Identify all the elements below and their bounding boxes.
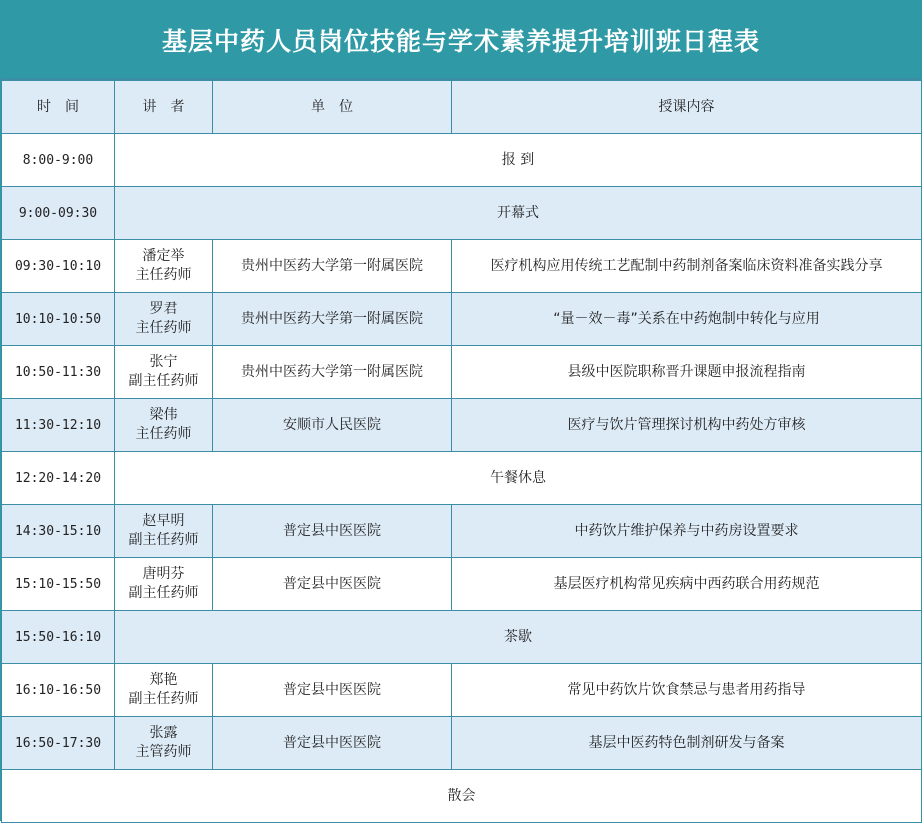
speaker-title: 副主任药师 — [128, 532, 199, 548]
session-speaker — [115, 240, 213, 293]
session-time: 14:30-15:10 — [2, 505, 115, 558]
session-content: 基层中医药特色制剂研发与备案 — [452, 717, 922, 770]
table-row — [2, 664, 922, 717]
header-row — [2, 81, 922, 134]
speaker-title: 主管药师 — [135, 744, 192, 760]
session-content: 县级中医院职称晋升课题申报流程指南 — [452, 346, 922, 399]
page-title: 基层中药人员岗位技能与学术素养提升培训班日程表 — [1, 1, 921, 80]
session-content: 中药饮片维护保养与中药房设置要求 — [452, 505, 922, 558]
session-time: 15:50-16:10 — [2, 611, 115, 664]
table-row — [2, 134, 922, 187]
session-event: 开幕式 — [115, 187, 922, 240]
speaker-name: 张宁 — [149, 354, 178, 370]
session-unit: 贵州中医药大学第一附属医院 — [213, 293, 452, 346]
speaker-name: 罗君 — [149, 301, 178, 317]
session-unit: 贵州中医药大学第一附属医院 — [213, 240, 452, 293]
session-speaker — [115, 558, 213, 611]
speaker-name: 郑艳 — [149, 672, 178, 688]
session-unit: 普定县中医医院 — [213, 558, 452, 611]
speaker-name: 潘定举 — [142, 248, 185, 264]
session-event: 午餐休息 — [115, 452, 922, 505]
session-time: 16:50-17:30 — [2, 717, 115, 770]
closing-row — [2, 770, 922, 823]
session-speaker — [115, 346, 213, 399]
session-unit: 普定县中医医院 — [213, 505, 452, 558]
session-unit: 普定县中医医院 — [213, 664, 452, 717]
speaker-title: 副主任药师 — [128, 691, 199, 707]
session-unit: 普定县中医医院 — [213, 717, 452, 770]
table-row — [2, 505, 922, 558]
speaker-title: 主任药师 — [135, 320, 192, 336]
session-speaker — [115, 293, 213, 346]
table-row — [2, 452, 922, 505]
speaker-title: 主任药师 — [135, 267, 192, 283]
header-unit: 单 位 — [213, 81, 452, 134]
header-content: 授课内容 — [452, 81, 922, 134]
table-row — [2, 187, 922, 240]
session-content: 医疗机构应用传统工艺配制中药制剂备案临床资料准备实践分享 — [452, 240, 922, 293]
session-time: 9:00-09:30 — [2, 187, 115, 240]
speaker-name: 张露 — [149, 725, 178, 741]
session-content: 基层医疗机构常见疾病中西药联合用药规范 — [452, 558, 922, 611]
closing-text: 散会 — [2, 770, 922, 823]
table-row — [2, 293, 922, 346]
speaker-name: 梁伟 — [149, 407, 178, 423]
table-row — [2, 558, 922, 611]
table-row — [2, 399, 922, 452]
schedule-body — [2, 81, 922, 823]
header-speaker: 讲 者 — [115, 81, 213, 134]
session-unit: 安顺市人民医院 — [213, 399, 452, 452]
session-speaker — [115, 664, 213, 717]
speaker-name: 唐明芬 — [142, 566, 185, 582]
table-row — [2, 611, 922, 664]
session-speaker — [115, 505, 213, 558]
session-time: 10:50-11:30 — [2, 346, 115, 399]
speaker-name: 赵早明 — [142, 513, 185, 529]
session-time: 15:10-15:50 — [2, 558, 115, 611]
session-event: 报 到 — [115, 134, 922, 187]
speaker-title: 副主任药师 — [128, 373, 199, 389]
session-time: 12:20-14:20 — [2, 452, 115, 505]
session-content: 医疗与饮片管理探讨机构中药处方审核 — [452, 399, 922, 452]
session-speaker — [115, 399, 213, 452]
schedule-table — [1, 80, 922, 823]
session-time: 16:10-16:50 — [2, 664, 115, 717]
session-time: 09:30-10:10 — [2, 240, 115, 293]
speaker-title: 副主任药师 — [128, 585, 199, 601]
session-time: 8:00-9:00 — [2, 134, 115, 187]
speaker-title: 主任药师 — [135, 426, 192, 442]
table-row — [2, 240, 922, 293]
session-time: 11:30-12:10 — [2, 399, 115, 452]
session-time: 10:10-10:50 — [2, 293, 115, 346]
session-speaker — [115, 717, 213, 770]
header-time: 时 间 — [2, 81, 115, 134]
session-event: 茶歇 — [115, 611, 922, 664]
session-content: “量－效－毒”关系在中药炮制中转化与应用 — [452, 293, 922, 346]
session-content: 常见中药饮片饮食禁忌与患者用药指导 — [452, 664, 922, 717]
table-row — [2, 346, 922, 399]
table-row — [2, 717, 922, 770]
session-unit: 贵州中医药大学第一附属医院 — [213, 346, 452, 399]
